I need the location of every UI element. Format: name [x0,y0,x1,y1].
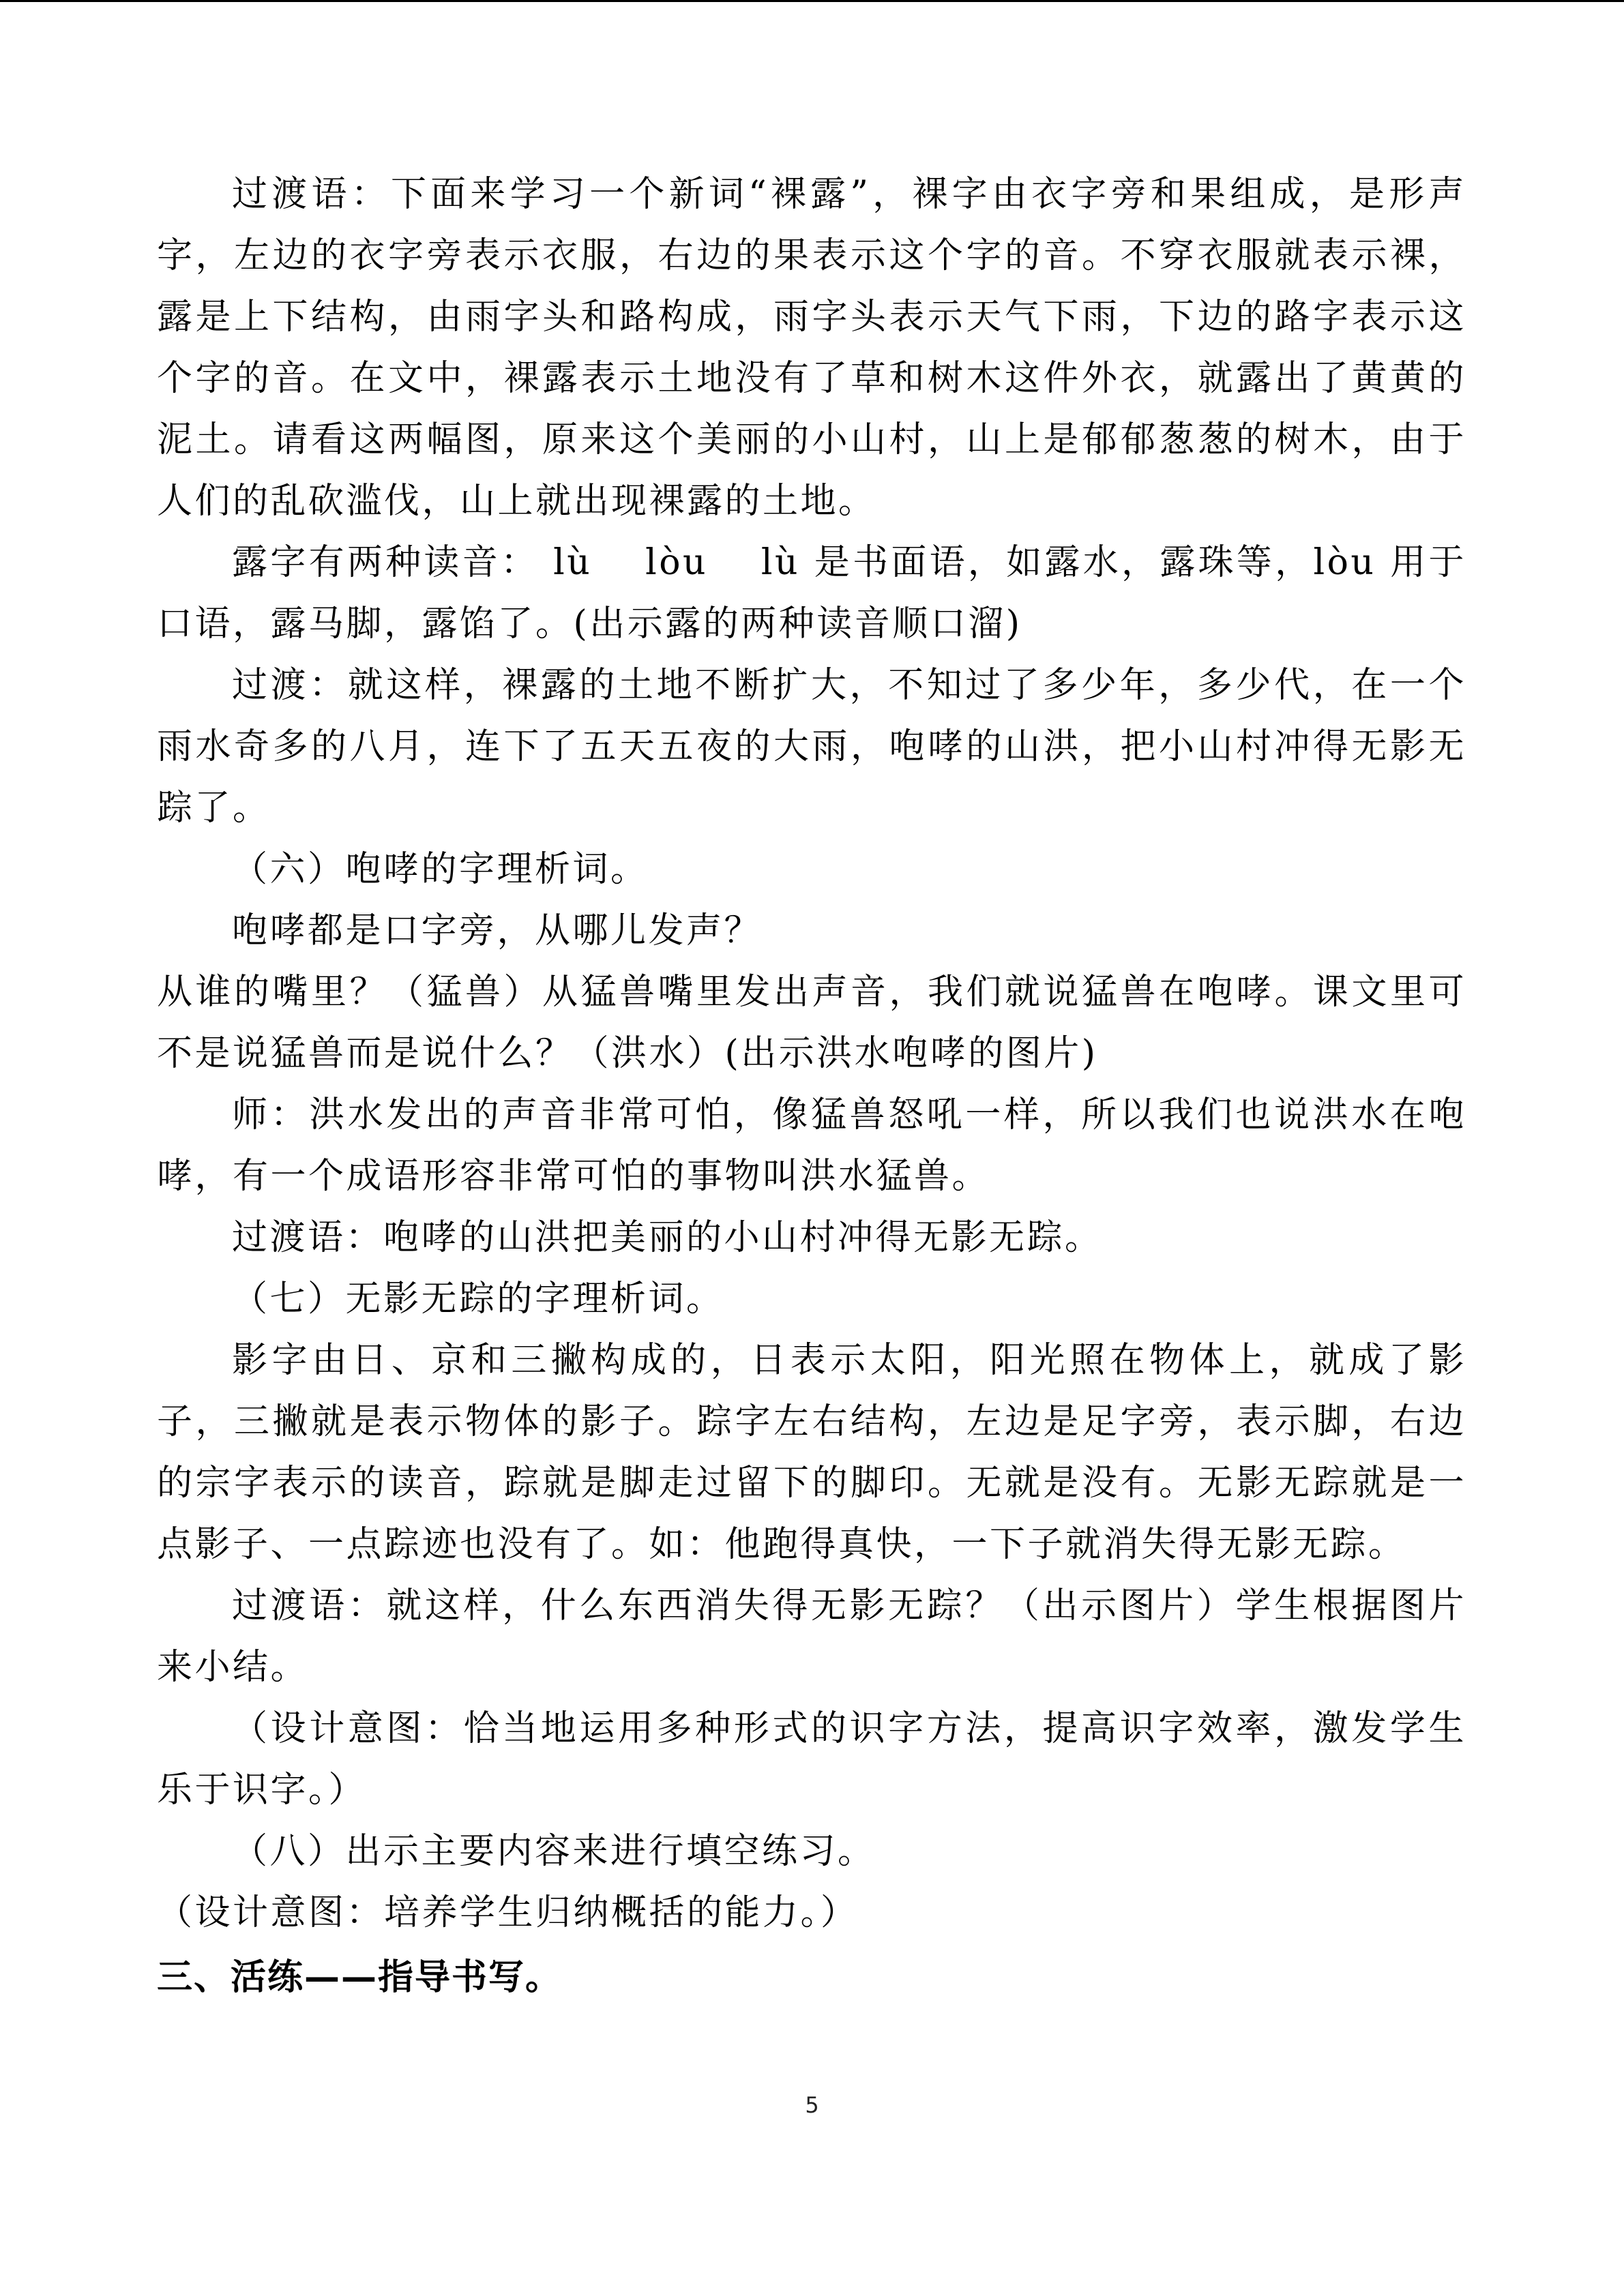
paragraph-paoxiao-question: 咆哮都是口字旁，从哪儿发声？ [232,910,763,951]
subsection-eight-heading: （八）出示主要内容来进行填空练习。 [232,1831,876,1872]
paragraph-design-intent-summary: （设计意图：培养学生归纳概括的能力。） [157,1892,859,1933]
paragraph-transition-wuying: 过渡语：咆哮的山洪把美丽的小山村冲得无影无踪。 [232,1217,1103,1258]
paragraph-paoxiao-answer: 从谁的嘴里？（猛兽）从猛兽嘴里发出声音，我们就说猛兽在咆哮。课文里可不是说猛兽而是说什么？（洪水）(出示洪水咆哮的图片) [157,972,1466,1074]
paragraph-transition-flood: 过渡：就这样，裸露的土地不断扩大，不知过了多少年，多少代，在一个雨水奇多的八月，连下了五天五夜的大雨，咆哮的山洪，把小山村冲得无影无踪了。 [157,665,1466,829]
paragraph-transition-summary: 过渡语：就这样，什么东西消失得无影无踪？（出示图片）学生根据图片来小结。 [157,1585,1466,1688]
paragraph-transition-luolu: 过渡语：下面来学习一个新词“裸露”，裸字由衣字旁和果组成，是形声字，左边的衣字旁表示衣服，右边的果表示这个字的音。不穿衣服就表示裸，露是上下结构，由雨字头和路构成，雨字头表示天气下雨，下边的路字表示这个字的音。在文中，裸露表示土地没有了草和树木这件外衣，就露出了黄黄的泥土。请看这两幅图，原来这个美丽的小山村，山上是郁郁葱葱的树木，由于人们的乱砍滥伐，山上就出现裸露的土地。 [157,174,1466,522]
paragraph-design-intent-literacy: （设计意图：恰当地运用多种形式的识字方法，提高识字效率，激发学生乐于识字。） [157,1708,1466,1810]
paragraph-teacher-flood: 师：洪水发出的声音非常可怕，像猛兽怒吼一样，所以我们也说洪水在咆哮，有一个成语形容非常可怕的事物叫洪水猛兽。 [157,1094,1466,1197]
top-border-line [0,0,1624,2]
subsection-six-heading: （六）咆哮的字理析词。 [232,849,649,890]
page-number: 5 [805,2092,819,2118]
paragraph-ying-zong-explanation: 影字由日、京和三撇构成的，日表示太阳，阳光照在物体上，就成了影子，三撇就是表示物体的影子。踪字左右结构，左边是足字旁，表示脚，右边的宗字表示的读音，踪就是脚走过留下的脚印。无就是没有。无影无踪就是一点影子、一点踪迹也没有了。如：他跑得真快，一下子就消失得无影无踪。 [157,1340,1466,1565]
document-page [157,164,1466,2012]
section-three-heading: 三、活练——指导书写。 [157,1957,563,1998]
paragraph-lu-pronunciation: 露字有两种读音： lù lòu lù 是书面语，如露水，露珠等，lòu 用于口语，露马脚，露馅了。(出示露的两种读音顺口溜) [157,542,1466,644]
subsection-seven-heading: （七）无影无踪的字理析词。 [232,1279,724,1320]
